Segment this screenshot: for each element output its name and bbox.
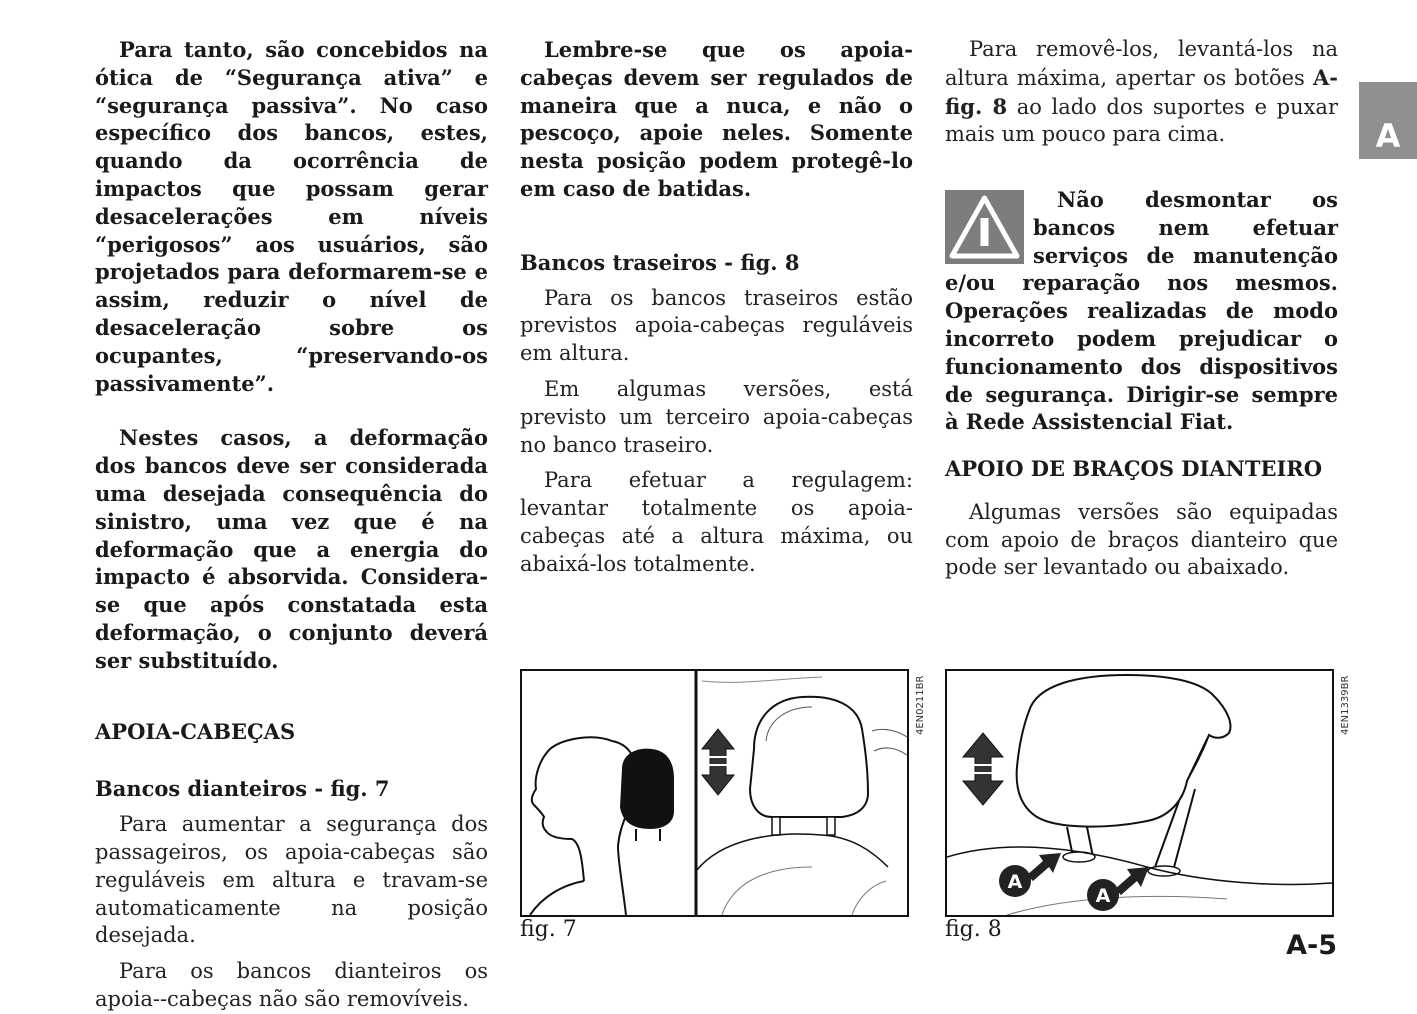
column-1 xyxy=(95,36,488,1014)
figure-7-code: 4EN0211BR xyxy=(915,675,926,735)
subheading-rear-seats: Bancos traseiros - fig. 8 xyxy=(520,249,800,275)
warning-text: Não desmontar os bancos nem efetuar serviços de manutenção e/ou reparação nos mesmos. Operações realizadas de modo incorreto podem prejudicar o funcionamento dos dispositivos de segurança. Dirigir-se sempre à Rede Assistencial Fiat. xyxy=(945,187,1338,435)
front-headrest-removal-paragraph: Para os bancos dianteiros os apoia--cabeças não são removíveis. xyxy=(95,959,488,1011)
removal-paragraph xyxy=(945,36,1338,149)
third-headrest-paragraph: Em algumas versões, está previsto um terceiro apoia-cabeças no banco traseiro. xyxy=(520,376,913,457)
marker-a-2: A xyxy=(1095,885,1111,907)
subheading-front-seats: Bancos dianteiros - fig. 7 xyxy=(95,776,390,802)
figure-8-caption: fig. 8 xyxy=(945,917,1002,942)
rear-headrest-paragraph: Para os bancos traseiros estão previstos apoia-cabeças reguláveis em altura. xyxy=(520,285,913,366)
marker-a-1: A xyxy=(1007,871,1023,893)
front-headrest-paragraph: Para aumentar a segurança dos passageiros, os apoia-cabeças são reguláveis em altura e travam-se automaticamente na posição desejada. xyxy=(95,812,488,948)
figure-7-caption: fig. 7 xyxy=(520,917,577,942)
deformation-paragraph: Nestes casos, a deformação dos bancos deve ser considerada uma desejada consequência do sinistro, uma vez que é na deformação que a energia do impacto é absorvida. Considera-se que após constatada esta deformação, o conjunto deverá ser substituído. xyxy=(95,425,488,673)
figure-8 xyxy=(945,669,1334,917)
headrest-reminder-paragraph: Lembre-se que os apoia-cabeças devem ser regulados de maneira que a nuca, e não o pescoço, apoie neles. Somente nesta posição podem protegê-lo em caso de batidas. xyxy=(520,37,913,201)
section-heading-armrest: APOIO DE BRAÇOS DIANTEIRO xyxy=(945,456,1323,481)
figure-7 xyxy=(520,669,909,917)
armrest-paragraph: Algumas versões são equipadas com apoio de braços dianteiro que pode ser levantado ou abaixado. xyxy=(945,499,1338,580)
section-tab: A xyxy=(1359,82,1417,159)
intro-paragraph: Para tanto, são concebidos na ótica de “Segurança ativa” e “segurança passiva”. No caso específico dos bancos, estes, quando da ocorrência de impactos que possam gerar desacelerações em níveis “perigosos” aos usuários, são projetados para deformarem-se e assim, reduzir o nível de desaceleração sobre os ocupantes, “preservando-os passivamente”. xyxy=(95,37,488,396)
column-3-lower xyxy=(945,455,1338,582)
column-3 xyxy=(945,36,1338,149)
section-heading-headrests: APOIA-CABEÇAS xyxy=(95,718,296,744)
warning-block xyxy=(945,186,1338,436)
page-number: A-5 xyxy=(1286,930,1337,961)
adjustment-paragraph: Para efetuar a regulagem: levantar totalmente os apoia-cabeças até a altura máxima, ou abaixá-los totalmente. xyxy=(520,468,913,576)
removal-text-a: Para removê-los, levantá-los na altura máxima, apertar os botões xyxy=(945,37,1338,90)
figure-reference: A-fig. 8 xyxy=(945,64,1338,119)
column-2 xyxy=(520,36,913,579)
figure-8-code: 4EN1339BR xyxy=(1340,675,1351,735)
removal-text-b: ao lado dos suportes e puxar mais um pouco para cima. xyxy=(945,94,1338,147)
